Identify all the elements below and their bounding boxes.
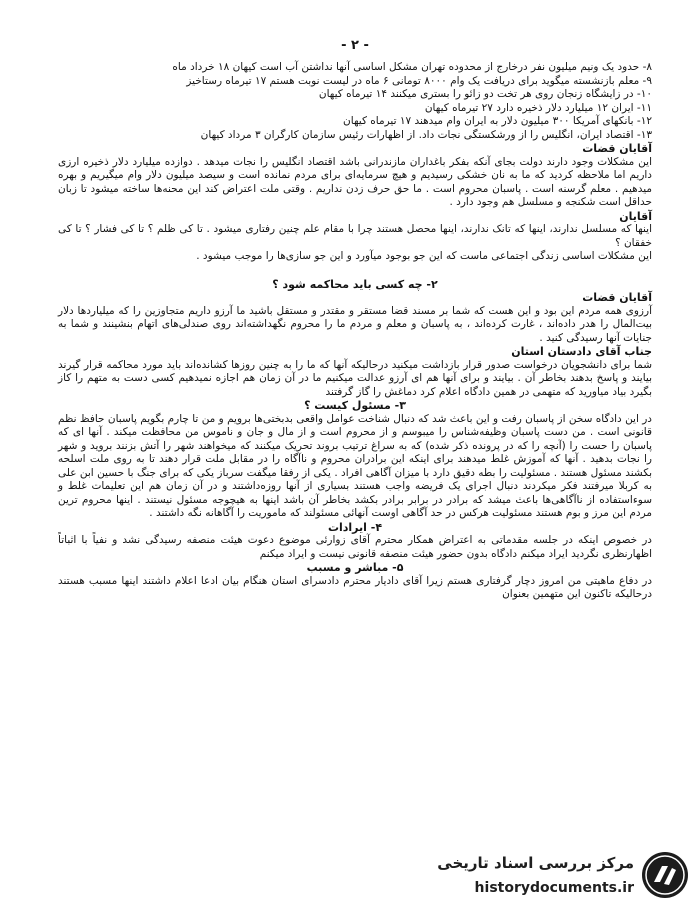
paragraph: شما برای دانشجویان درخواست صدور قرار بازداشت میکنید درحالیکه آنها که ما را به چنین روزها کشانده‌اند باید مورد محاکمه قرار گیرند بیایند و پاسخ بدهند بخاطر آن . بیایند و برای آنها هم ای آرزو عدالت میکنیم ما در آن زمان هم اجازه نمیدهیم کسی دست به متهم را کاز بگیرد بیاد میاورید که متهمی در همین دادگاه اعلام کرد دماغش را گاز گرفتند <box>58 358 652 398</box>
watermark-title: مرکز بررسی اسناد تاریخی <box>437 854 634 872</box>
paragraph: اینها که مسلسل ندارند، اینها که تانک ندارند، اینها محصل هستند چرا با مقام علم چنین رفتاری میشود . تا کی ظلم ؟ تا کی فشار ؟ تا کی خفقان ؟ <box>58 223 652 249</box>
paragraph: این مشکلات وجود دارند دولت بجای آنکه بفکر باغداران مازندرانی باشد اقتصاد انگلیس را نجات میدهد . دوازده میلیارد دلار ذخیره ارزی داریم اما ملاحظه کردید که ما به نان خشکی رسیدیم و هیچ سرمایه‌ای برای مردم نمانده است و سیصد میلیون دلار وام میگیریم و بهره میدهیم . معلم گرسنه است . پاسبان محروم است . ما حق حرف زدن نداریم . وقتی ملت اعتراض کند این محنه‌ها ساخته میشود تا زبان حداقل است شکنجه و مسلسل هم وجود دارد . <box>58 155 652 208</box>
list-item: ۱۳- اقتصاد ایران، انگلیس را از ورشکستگی نجات داد. از اظهارات رئیس سازمان کارگران ۳ مرداد کیهان <box>200 128 652 141</box>
archive-logo-icon <box>642 852 688 898</box>
paragraph: در دفاع ماهیتی من امروز دچار گرفتاری هستم زیرا آقای دادیار محترم دادسرای استان هنگام بیان ادعا اعلام داشتند اینها مسبب هستند درحالیکه تاکنون این متهمین بعنوان <box>58 574 652 600</box>
paragraph: آرزوی همه مردم این بود و این هست که شما بر مسند قضا مستقر و مقتدر و مستقل باشید ما آرزو داریم متجاوزین را که میلیاردها دلار بیت‌المال را هدر داده‌اند ، غارت کرده‌اند ، به پاسبان و معلم و مردم ما را محروم نگهداشته‌اند روی صندلی‌های اتهام بنشینند و شما به جنایات آنها رسیدگی کنید . <box>58 304 652 344</box>
paragraph: این مشکلات اساسی زندگی اجتماعی ماست که این جو بوجود میآورد و این جو سازی‌ها را موجب میشود . <box>196 250 652 262</box>
numbered-heading: ۳- مسئول کیست ؟ <box>304 399 406 412</box>
paragraph: در خصوص اینکه در جلسه مقدماتی به اعتراض همکار محترم آقای زوارئی موضوع دعوت هیئت منصفه رسیدگی نشد و نفیاً با اثباتاً اظهارنظری نگردید ایراد میکنم دادگاه بدون حضور هیئت منصفه قانونی نیست و ایراد میکنم <box>58 534 652 560</box>
section-heading: آقایان <box>619 209 652 223</box>
section-heading: آقایان قضات <box>582 291 652 304</box>
section-heading: جناب آقای دادستان استان <box>511 345 652 358</box>
list-item: ۹- معلم بازنشسته میگوید برای دریافت یک وام ۸۰۰۰ تومانی ۶ ماه در لیست نوبت هستم ۱۷ تیرماه رستاخیز <box>186 74 652 87</box>
numbered-heading: ۵- مباشر و مسبب <box>306 561 404 574</box>
watermark-url[interactable]: historydocuments.ir <box>474 880 634 896</box>
list-item: ۱۲- بانکهای آمریکا ۳۰۰ میلیون دلار به ایران وام میدهند ۱۷ تیرماه کیهان <box>343 115 652 127</box>
paragraph: در این دادگاه سخن از پاسبان رفت و این باعث شد که دنبال شناخت عوامل واقعی بدبختی‌ها برویم و من تا چارم بگویم پاسبان حافظ نظم قانونی است . من دست پاسبان وظیفه‌شناس را میبوسم و از محروم است و از مال و جان و ناموس من محافظت میکند . آنها ای که پاسبان را حست را (آنچه را که در پرونده ذکر شده) که به سراغ ترتیب بروند تحریک میکنند که میخواهند شهر را آتش بزنند بروید و شهر را نجات بدهید . آنها که آموزش غلط میدهند برای اینکه این برادران محروم و ناآگاه را در مقابل ملت قرار دهند تا به روی ملت اسلحه بکشند مسئول هستند . مسئولیت را بطه دقیق دارد با میزان آگاهی افراد . یکی از رفقا میگفت سرباز یکی که برای جنگ با حسین ابن علی به کربلا میرفتند فکر میکردند دنبال اجرای یک فریضه واجب هستند بسیاری از آنها روزه‌داشتند و در آن زمان هم این تعلیمات غلط و سوءاستفاده از ناآگاهی‌ها باعث میشد که برادر در برابر برادر بکشد بخاطر آن باشد اینها به هیچوجه مسئول نیستند . اینها محروم ترین مردم این مرز و بوم هستند مسئولیت هرکس در حد آگاهی اوست آنها‌ئی مسئولند که ماموریت را آگاهانه نگه داشتند . <box>58 412 652 519</box>
watermark <box>408 848 688 908</box>
list-item: ۱۰- در زایشگاه زنجان روی هر تخت دو زائو را بستری میکنند ۱۴ تیرماه کیهان <box>318 88 652 100</box>
section-heading: آقایان قضات <box>582 142 652 155</box>
page-number: - ۲ - <box>341 38 369 53</box>
list-item: ۱۱- ایران ۱۲ میلیارد دلار ذخیره دارد ۲۷ تیرماه کیهان <box>424 101 652 114</box>
document-body <box>58 61 652 602</box>
list-item: ۸- حدود یک ونیم میلیون نفر درخارج از محدوده تهران مشکل اساسی آنها نداشتن آب است کیهان ۱۸ خرداد ماه <box>172 61 652 73</box>
numbered-heading: ۲- چه کسی باید محاکمه شود ؟ <box>272 277 438 291</box>
numbered-heading: ۴- ایرادات <box>327 520 383 534</box>
